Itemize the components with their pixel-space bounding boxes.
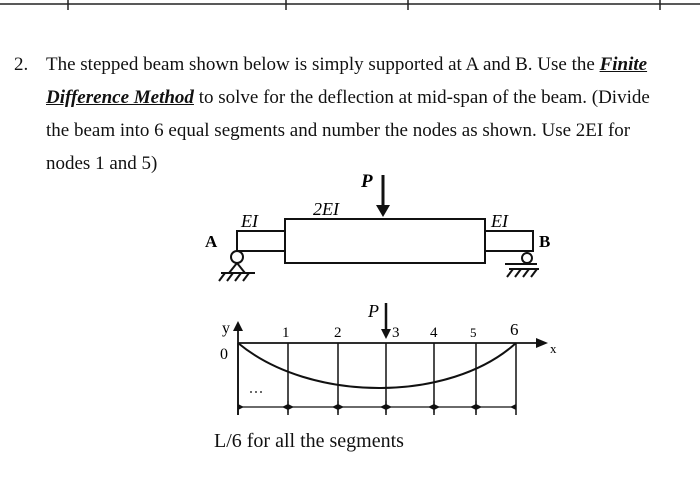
node-load-arrowhead xyxy=(381,329,391,339)
node-label-6: 6 xyxy=(510,320,519,339)
y-axis-label: y xyxy=(222,320,230,337)
dimension-ticks xyxy=(250,392,476,413)
deflection-curve xyxy=(238,343,516,388)
finite-difference-node-diagram xyxy=(210,295,570,425)
pin-support-a-icon xyxy=(219,251,255,281)
node-load-label: P xyxy=(368,301,379,321)
node-label-3: 3 xyxy=(392,325,400,341)
right-section-label: EI xyxy=(491,211,508,231)
node-label-4: 4 xyxy=(430,325,438,341)
node-grid-lines xyxy=(238,343,516,415)
right-beam-segment xyxy=(485,231,533,251)
load-arrowhead xyxy=(376,205,390,217)
y-axis-arrowhead xyxy=(233,321,243,331)
node-label-1: 1 xyxy=(282,325,290,341)
middle-section-label: 2EI xyxy=(313,199,339,219)
x-axis-arrowhead xyxy=(536,338,548,348)
method-name-part1: Finite xyxy=(599,54,648,75)
middle-beam-segment xyxy=(285,219,485,263)
left-section-label: EI xyxy=(241,211,258,231)
roller-support-b-icon xyxy=(505,253,539,277)
node-label-5: 5 xyxy=(470,325,477,340)
method-name-part2: Difference Method xyxy=(46,87,194,108)
left-beam-segment xyxy=(237,231,285,251)
problem-text-line3: the beam into 6 equal segments and number the nodes as shown. Use 2EI for xyxy=(46,120,631,141)
support-a-label: A xyxy=(205,232,218,251)
problem-text-line4: nodes 1 and 5) xyxy=(46,153,158,174)
segment-caption: L/6 for all the segments xyxy=(214,430,404,452)
top-edge-lines xyxy=(0,0,700,12)
load-label: P xyxy=(361,171,373,192)
problem-text-line2: to solve for the deflection at mid-span of the beam. (Divide xyxy=(193,87,650,108)
stepped-beam-diagram xyxy=(195,165,565,290)
origin-label: 0 xyxy=(220,346,228,363)
support-b-label: B xyxy=(539,232,551,251)
node-label-2: 2 xyxy=(334,325,342,341)
problem-text-line1: The stepped beam shown below is simply supported at A and B. Use the xyxy=(46,54,600,75)
problem-number: 2. xyxy=(14,54,29,75)
x-axis-label: x xyxy=(550,341,557,356)
